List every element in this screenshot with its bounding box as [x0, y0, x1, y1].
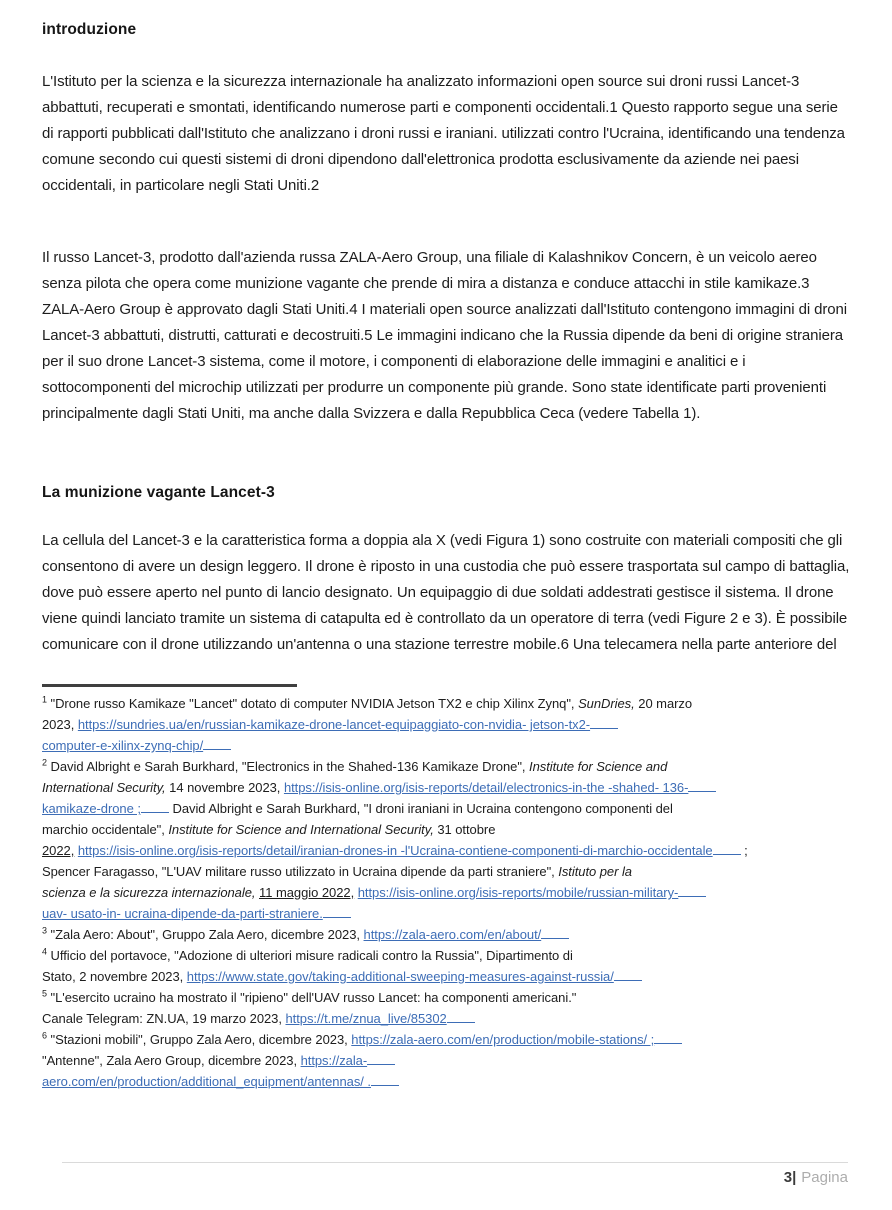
- footnote: [42, 1029, 852, 1092]
- footnote-number: 4: [42, 946, 47, 957]
- footnote-text-segment: Stato, 2 novembre 2023,: [42, 969, 187, 984]
- footnote: [42, 924, 852, 945]
- footnote-text-segment: 11 maggio 2022,: [259, 885, 355, 900]
- footnote-number: 1: [42, 694, 47, 705]
- footnote-link[interactable]: kamikaze-drone ;: [42, 801, 169, 816]
- paragraph-introduction: L'Istituto per la scienza e la sicurezza internazionale ha analizzato informazioni open source sui droni russi Lancet-3 abbattuti, recuperati e smontati, identificando numerose parti e componenti occidentali.1 Questo rapporto segue una serie di rapporti pubblicati dall'Istituto che analizzano i droni russi e iraniani. utilizzati contro l'Ucraina, identificando una tendenza comune secondo cui questi sistemi di droni dipendono dall'elettronica prodotta esclusivamente da aziende nei paesi occidentali, in particolare negli Stati Uniti.2: [42, 73, 845, 194]
- paragraph-airframe: La cellula del Lancet-3 e la caratteristica forma a doppia ala X (vedi Figura 1) sono costruite con materiali compositi che gli consentono di avere un design leggero. Il drone è riposto in una custodia che può essere trasportata sul campo di battaglia, dove può essere aperto nel punto di lancio designato. Un equipaggio di due soldati addestrati gestisce il sistema. Il drone viene quindi lanciato tramite un sistema di catapulta ed è controllato da un operatore di terra (vedi Figure 2 e 3). È possibile comunicare con il drone utilizzando un'antenna o una stazione terrestre mobile.6 Una telecamera nella parte anteriore del: [42, 532, 850, 653]
- footnote-separator: [42, 684, 297, 687]
- footnote-text-segment: Spencer Faragasso, "L'UAV militare russo utilizzato in Ucraina dipende da parti straniere",: [42, 864, 559, 879]
- footnote-text-segment: scienza e la sicurezza internazionale,: [42, 885, 256, 900]
- footnote-link[interactable]: https://t.me/znua_live/85302: [285, 1011, 474, 1026]
- footnote-link[interactable]: https://zala-aero.com/en/about/: [364, 927, 570, 942]
- footnote-link[interactable]: https://zala-aero.com/en/production/mobile-stations/ ;: [351, 1032, 682, 1047]
- footnotes-section: [42, 693, 852, 1092]
- footnote-link[interactable]: https://isis-online.org/isis-reports/detail/iranian-drones-in -l'Ucraina-contiene-componenti-di-marchio-occidentale: [78, 843, 741, 858]
- page-footer: [62, 1162, 848, 1186]
- footnote: [42, 987, 852, 1029]
- footnote-text-segment: Institute for Science and: [529, 759, 668, 774]
- page-number-label: Pagina: [801, 1169, 848, 1186]
- footnote-text-segment: 2023,: [42, 717, 78, 732]
- footnote-link[interactable]: https://zala-: [301, 1053, 396, 1068]
- footnote-link[interactable]: https://www.state.gov/taking-additional-sweeping-measures-against-russia/: [187, 969, 642, 984]
- footnote-number: 3: [42, 925, 47, 936]
- footnote-number: 2: [42, 757, 47, 768]
- footnote: [42, 756, 852, 924]
- footnote-text-segment: David Albright e Sarah Burkhard, "Electronics in the Shahed-136 Kamikaze Drone",: [50, 759, 530, 774]
- footnote-text-segment: ;: [740, 843, 748, 858]
- footnote-link[interactable]: https://sundries.ua/en/russian-kamikaze-drone-lancet-equipaggiato-con-nvidia- jetson-tx2-: [78, 717, 618, 732]
- section-heading-munition: La munizione vagante Lancet-3: [42, 484, 275, 501]
- footnote-text-segment: SunDries,: [578, 696, 635, 711]
- footnote-text-segment: 20 marzo: [634, 696, 693, 711]
- footnote: [42, 945, 852, 987]
- footnote-number: 5: [42, 988, 47, 999]
- footnote-text-segment: "Drone russo Kamikaze "Lancet" dotato di computer NVIDIA Jetson TX2 e chip Xilinx Zynq",: [50, 696, 579, 711]
- footnote-text-segment: 2022,: [42, 843, 75, 858]
- footnote-link[interactable]: https://isis-online.org/isis-reports/mobile/russian-military-: [358, 885, 707, 900]
- footnote-text-segment: "Stazioni mobili", Gruppo Zala Aero, dicembre 2023,: [50, 1032, 352, 1047]
- footnote-text-segment: David Albright e Sarah Burkhard, "I droni iraniani in Ucraina contengono componenti del: [168, 801, 673, 816]
- footnote-link[interactable]: computer-e-xilinx-zynq-chip/: [42, 738, 231, 753]
- footnote-number: 6: [42, 1030, 47, 1041]
- footnote-link[interactable]: uav- usato-in- ucraina-dipende-da-parti-straniere.: [42, 906, 351, 921]
- footnote-text-segment: Ufficio del portavoce, "Adozione di ulteriori misure radicali contro la Russia", Dipartimento di: [50, 948, 573, 963]
- page-number: 3|: [783, 1169, 797, 1186]
- footnote-text-segment: "Antenne", Zala Aero Group, dicembre 2023,: [42, 1053, 301, 1068]
- footnote-text-segment: Canale Telegram: ZN.UA, 19 marzo 2023,: [42, 1011, 286, 1026]
- footnote-link[interactable]: https://isis-online.org/isis-reports/detail/electronics-in-the -shahed- 136-: [284, 780, 716, 795]
- footnote: [42, 693, 852, 756]
- section-heading-introduction: introduzione: [42, 21, 137, 38]
- footnote-text-segment: International Security,: [42, 780, 166, 795]
- footnote-text-segment: 31 ottobre: [433, 822, 496, 837]
- footnote-link[interactable]: aero.com/en/production/additional_equipment/antennas/ .: [42, 1074, 399, 1089]
- footnote-text-segment: Istituto per la: [558, 864, 632, 879]
- footnote-text-segment: "L'esercito ucraino ha mostrato il "ripieno" dell'UAV russo Lancet: ha componenti americani.": [50, 990, 577, 1005]
- paragraph-lancet-overview: Il russo Lancet-3, prodotto dall'azienda russa ZALA-Aero Group, una filiale di Kalashnikov Concern, è un veicolo aereo senza pilota che opera come munizione vagante che prende di mira a distanza e conduce attacchi in stile kamikaze.3 ZALA-Aero Group è approvato dagli Stati Uniti.4 I materiali open source analizzati dall'Istituto contengono immagini di droni Lancet-3 abbattuti, distrutti, catturati e decostruiti.5 Le immagini indicano che la Russia dipende da beni di origine straniera per il suo drone Lancet-3 sistema, come il motore, i componenti di elaborazione delle immagini e analitici e i sottocomponenti del microchip utilizzati per produrre un componente più grande. Sono state identificate parti provenienti principalmente dagli Stati Uniti, ma anche dalla Svizzera e dalla Repubblica Ceca (vedere Tabella 1).: [42, 249, 847, 422]
- footnote-text-segment: Institute for Science and International Security,: [168, 822, 434, 837]
- footnote-text-segment: "Zala Aero: About", Gruppo Zala Aero, dicembre 2023,: [50, 927, 364, 942]
- footnote-text-segment: marchio occidentale",: [42, 822, 169, 837]
- footnote-text-segment: 14 novembre 2023,: [165, 780, 284, 795]
